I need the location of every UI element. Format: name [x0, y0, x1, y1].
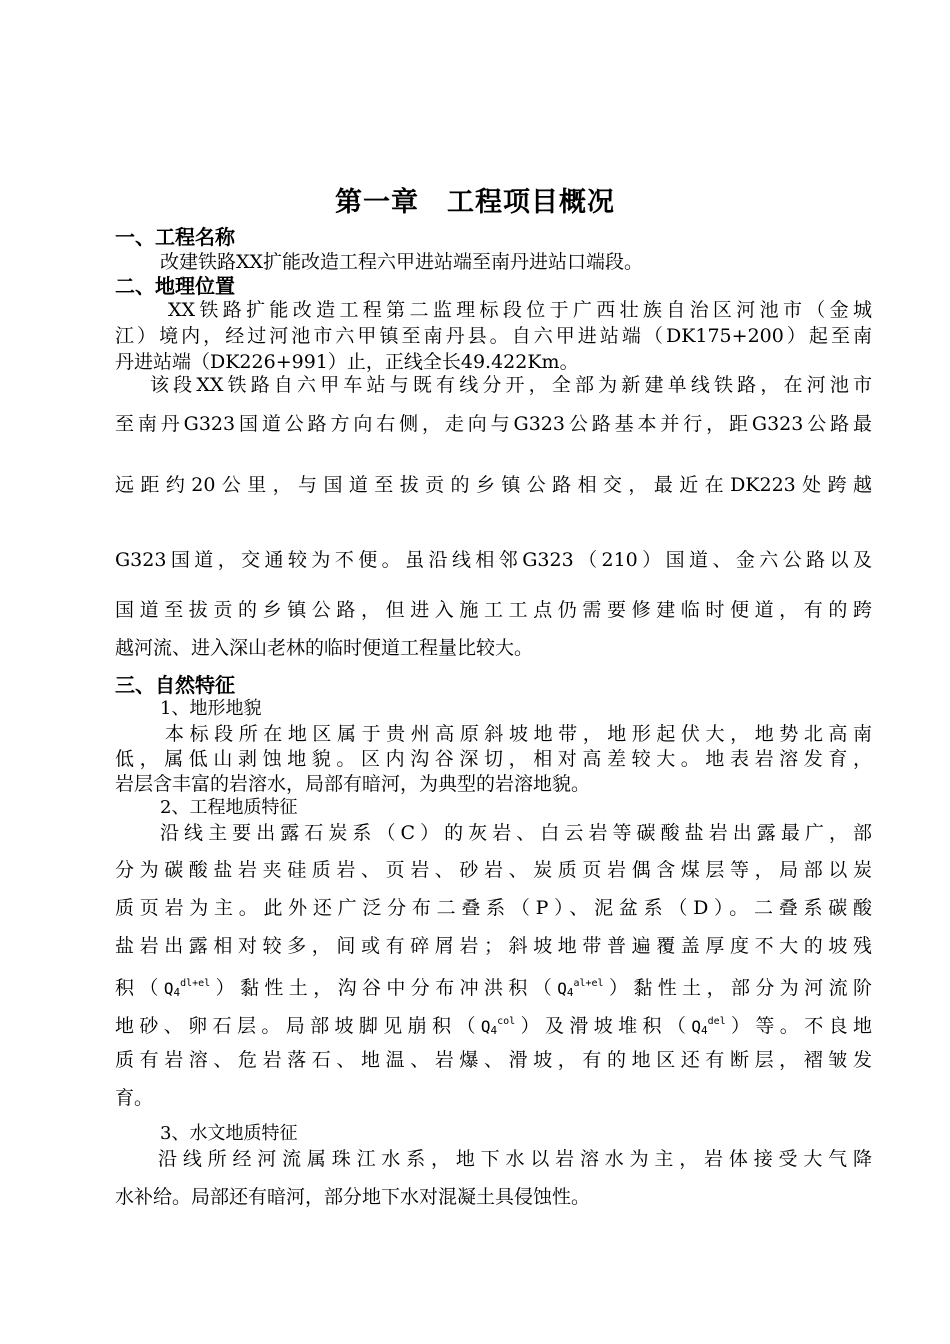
paragraph-line: 远距约20公里，与国道至拔贡的乡镇公路相交，最近在DK223处跨越 — [115, 474, 872, 496]
paragraph-line-with-formula: 积$(Q_4^{dl+el})$黏性土，沟谷中分布冲洪积$(Q_4^{al+el})$黏性土，部分为河流阶 — [115, 977, 872, 999]
paragraph-line: 沿线主要出露石炭系（C）的灰岩、白云岩等碳酸盐岩出露最广，部 — [160, 822, 872, 844]
paragraph-line: 至南丹G323国道公路方向右侧，走向与G323公路基本并行，距G323公路最 — [115, 413, 872, 435]
subheading-hydrogeology: 3、水文地质特征 — [160, 1123, 298, 1144]
paragraph-line: 育。 — [115, 1087, 154, 1109]
paragraph-line: 丹进站端（DK226+991）止，正线全长49.422Km。 — [115, 351, 579, 373]
section-heading-natural-features: 三、自然特征 — [115, 673, 235, 697]
paragraph-line: 水补给。局部还有暗河，部分地下水对混凝土具侵蚀性。 — [115, 1186, 591, 1208]
paragraph-line: 越河流、进入深山老林的临时便道工程量比较大。 — [115, 637, 534, 659]
paragraph-line-with-formula: 地砂、卵石层。局部坡脚见崩积$(Q_4^{col})$及滑坡堆积$(Q_4^{del})$等。不良地 — [115, 1015, 872, 1037]
paragraph-line: 低，属低山剥蚀地貌。区内沟谷深切，相对高差较大。地表岩溶发育， — [115, 748, 872, 770]
section-heading-location: 二、地理位置 — [115, 274, 235, 298]
subheading-terrain: 1、地形地貌 — [160, 698, 262, 719]
paragraph-line: 本标段所在地区属于贵州高原斜坡地带，地形起伏大，地势北高南 — [165, 723, 872, 745]
paragraph-line: 该段XX铁路自六甲车站与既有线分开，全部为新建单线铁路，在河池市 — [150, 374, 872, 396]
paragraph-line: 江）境内，经过河池市六甲镇至南丹县。自六甲进站端（DK175+200）起至南 — [115, 325, 872, 347]
paragraph-line: G323国道，交通较为不便。虽沿线相邻G323（210）国道、金六公路以及 — [115, 549, 872, 571]
project-name-text: 改建铁路XX扩能改造工程六甲进站端至南丹进站口端段。 — [160, 251, 644, 273]
chapter-title: 第一章 工程项目概况 — [335, 187, 615, 218]
paragraph-line: 质页岩为主。此外还广泛分布二叠系（P）、泥盆系（D）。二叠系碳酸 — [115, 897, 872, 919]
paragraph-line: 国道至拔贡的乡镇公路，但进入施工工点仍需要修建临时便道，有的跨 — [115, 599, 872, 621]
paragraph-line: 质有岩溶、危岩落石、地温、岩爆、滑坡，有的地区还有断层，褶皱发 — [115, 1049, 872, 1071]
paragraph-line: 沿线所经河流属珠江水系，地下水以岩溶水为主，岩体接受大气降 — [158, 1148, 872, 1170]
section-heading-project-name: 一、工程名称 — [115, 225, 235, 249]
subheading-geology: 2、工程地质特征 — [160, 797, 298, 818]
paragraph-line: 盐岩出露相对较多，间或有碎屑岩；斜坡地带普遍覆盖厚度不大的坡残 — [115, 935, 872, 957]
paragraph-line: 岩层含丰富的岩溶水，局部有暗河，为典型的岩溶地貌。 — [115, 773, 591, 795]
paragraph-line: XX铁路扩能改造工程第二监理标段位于广西壮族自治区河池市（金城 — [168, 299, 872, 321]
paragraph-line: 分为碳酸盐岩夹硅质岩、页岩、砂岩、炭质页岩偶含煤层等，局部以炭 — [115, 859, 872, 881]
